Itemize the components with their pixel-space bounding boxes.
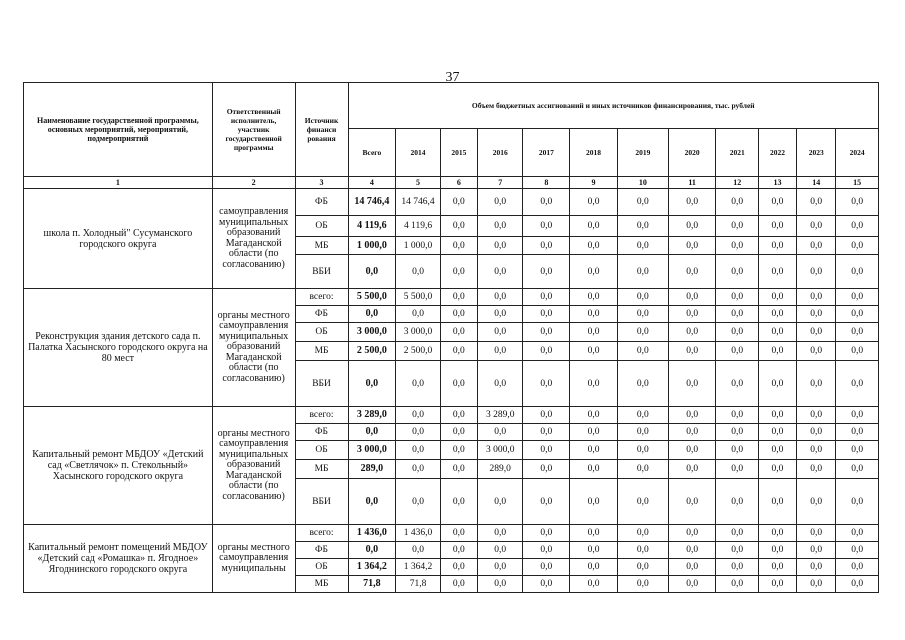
year-value: 0,0 [523,576,570,593]
year-value: 0,0 [758,525,796,542]
year-value: 0,0 [797,255,836,289]
year-value: 0,0 [477,479,523,525]
year-value: 0,0 [716,559,758,576]
year-value: 0,0 [797,216,836,237]
year-value: 0,0 [836,342,879,361]
year-value: 0,0 [440,216,477,237]
year-value: 0,0 [836,407,879,424]
year-value: 0,0 [758,237,796,255]
year-value: 0,0 [836,323,879,342]
funding-source: МБ [295,576,348,593]
year-value: 0,0 [836,559,879,576]
year-value: 0,0 [668,237,716,255]
year-value: 0,0 [617,306,668,323]
year-value: 0,0 [716,323,758,342]
column-number: 9 [570,177,618,189]
year-value: 0,0 [797,424,836,441]
header-year: 2019 [617,129,668,177]
year-value: 3 000,0 [396,323,441,342]
year-value: 0,0 [523,525,570,542]
year-value: 4 119,6 [396,216,441,237]
table-row [24,525,879,542]
total-value: 3 289,0 [348,407,396,424]
year-value: 0,0 [396,441,441,460]
year-value: 0,0 [758,323,796,342]
year-value: 0,0 [836,237,879,255]
header-volume: Объем бюджетных ассигнований и иных источников финансирования, тыс. рублей [348,83,878,129]
year-value: 14 746,4 [396,189,441,216]
header-year: 2017 [523,129,570,177]
header-year: 2020 [668,129,716,177]
year-value: 0,0 [570,237,618,255]
year-value: 0,0 [758,255,796,289]
header-year: 2018 [570,129,618,177]
year-value: 0,0 [716,424,758,441]
total-value: 3 000,0 [348,441,396,460]
year-value: 71,8 [396,576,441,593]
year-value: 0,0 [716,342,758,361]
year-value: 0,0 [570,407,618,424]
year-value: 3 000,0 [477,441,523,460]
column-number: 10 [617,177,668,189]
year-value: 0,0 [440,323,477,342]
year-value: 0,0 [396,361,441,407]
funding-source: всего: [295,407,348,424]
year-value: 0,0 [396,407,441,424]
total-value: 1 000,0 [348,237,396,255]
column-number: 3 [295,177,348,189]
funding-source: всего: [295,289,348,306]
year-value: 0,0 [570,460,618,479]
year-value: 0,0 [396,542,441,559]
year-value: 0,0 [758,479,796,525]
total-value: 1 364,2 [348,559,396,576]
year-value: 0,0 [477,542,523,559]
year-value: 0,0 [617,576,668,593]
year-value: 0,0 [440,342,477,361]
year-value: 0,0 [668,576,716,593]
year-value: 0,0 [523,255,570,289]
funding-source: ВБИ [295,479,348,525]
year-value: 0,0 [440,460,477,479]
year-value: 0,0 [797,407,836,424]
responsible-executor: органы местного самоуправления муниципальных образований Магаданской области (по согласованию) [212,289,295,407]
table-row [24,407,879,424]
year-value: 0,0 [797,289,836,306]
year-value: 0,0 [396,460,441,479]
year-value: 0,0 [668,189,716,216]
year-value: 0,0 [836,460,879,479]
year-value: 0,0 [758,441,796,460]
year-value: 0,0 [758,306,796,323]
year-value: 0,0 [523,542,570,559]
year-value: 0,0 [570,189,618,216]
year-value: 1 000,0 [396,237,441,255]
year-value: 0,0 [716,237,758,255]
table-body [24,83,879,593]
total-value: 0,0 [348,306,396,323]
year-value: 289,0 [477,460,523,479]
year-value: 0,0 [758,289,796,306]
header-name: Наименование государственной программы, основных мероприятий, мероприятий, подмероприятий [24,83,213,177]
year-value: 0,0 [477,576,523,593]
year-value: 0,0 [836,479,879,525]
year-value: 0,0 [617,255,668,289]
total-value: 289,0 [348,460,396,479]
year-value: 0,0 [668,323,716,342]
year-value: 0,0 [570,424,618,441]
year-value: 0,0 [440,424,477,441]
year-value: 5 500,0 [396,289,441,306]
year-value: 0,0 [617,559,668,576]
year-value: 0,0 [836,542,879,559]
year-value: 0,0 [477,525,523,542]
year-value: 0,0 [617,289,668,306]
year-value: 0,0 [797,189,836,216]
year-value: 0,0 [617,441,668,460]
header-year: 2023 [797,129,836,177]
year-value: 0,0 [836,525,879,542]
total-value: 0,0 [348,479,396,525]
year-value: 0,0 [440,576,477,593]
page-number: 37 [445,70,460,85]
year-value: 0,0 [396,306,441,323]
measure-name: школа п. Холодный" Сусуманского городского округа [24,189,213,289]
year-value: 0,0 [523,216,570,237]
total-value: 0,0 [348,361,396,407]
year-value: 0,0 [758,342,796,361]
total-value: 5 500,0 [348,289,396,306]
column-number: 13 [758,177,796,189]
year-value: 0,0 [836,441,879,460]
header-total: Всего [348,129,396,177]
year-value: 0,0 [570,342,618,361]
year-value: 0,0 [758,559,796,576]
header-year: 2014 [396,129,441,177]
responsible-executor: органы местного самоуправления муниципальны [212,525,295,593]
year-value: 0,0 [523,441,570,460]
year-value: 0,0 [668,542,716,559]
year-value: 0,0 [797,342,836,361]
year-value: 0,0 [836,424,879,441]
year-value: 0,0 [836,576,879,593]
year-value: 0,0 [523,361,570,407]
year-value: 0,0 [570,542,618,559]
year-value: 2 500,0 [396,342,441,361]
year-value: 0,0 [440,479,477,525]
year-value: 0,0 [797,460,836,479]
year-value: 0,0 [617,237,668,255]
year-value: 0,0 [836,306,879,323]
column-number: 7 [477,177,523,189]
year-value: 0,0 [477,424,523,441]
year-value: 0,0 [440,441,477,460]
year-value: 0,0 [758,216,796,237]
year-value: 0,0 [668,424,716,441]
year-value: 0,0 [797,306,836,323]
funding-source: ОБ [295,441,348,460]
year-value: 0,0 [716,525,758,542]
year-value: 0,0 [440,407,477,424]
year-value: 0,0 [617,342,668,361]
column-number: 5 [396,177,441,189]
measure-name: Реконструкция здания детского сада п. Палатка Хасынского городского округа на 80 мест [24,289,213,407]
year-value: 0,0 [836,255,879,289]
year-value: 0,0 [716,542,758,559]
year-value: 0,0 [836,289,879,306]
year-value: 0,0 [396,424,441,441]
year-value: 0,0 [477,237,523,255]
year-value: 0,0 [523,189,570,216]
funding-source: ФБ [295,542,348,559]
funding-source: ФБ [295,424,348,441]
year-value: 0,0 [797,525,836,542]
year-value: 0,0 [836,361,879,407]
year-value: 0,0 [716,479,758,525]
year-value: 0,0 [716,306,758,323]
year-value: 0,0 [440,255,477,289]
total-value: 4 119,6 [348,216,396,237]
year-value: 0,0 [477,342,523,361]
funding-source: ОБ [295,559,348,576]
year-value: 0,0 [570,479,618,525]
year-value: 0,0 [523,559,570,576]
column-number: 14 [797,177,836,189]
header-year: 2024 [836,129,879,177]
year-value: 0,0 [797,542,836,559]
year-value: 0,0 [477,361,523,407]
funding-source: ФБ [295,306,348,323]
measure-name: Капитальный ремонт МБДОУ «Детский сад «Светлячок» п. Стекольный» Хасынского городского округа [24,407,213,525]
year-value: 0,0 [716,189,758,216]
year-value: 0,0 [477,255,523,289]
year-value: 0,0 [440,289,477,306]
year-value: 0,0 [570,441,618,460]
column-number: 12 [716,177,758,189]
year-value: 0,0 [716,289,758,306]
year-value: 0,0 [570,323,618,342]
total-value: 2 500,0 [348,342,396,361]
funding-source: МБ [295,342,348,361]
year-value: 0,0 [758,361,796,407]
year-value: 0,0 [617,323,668,342]
year-value: 0,0 [523,323,570,342]
column-number: 11 [668,177,716,189]
year-value: 0,0 [440,237,477,255]
year-value: 0,0 [477,216,523,237]
year-value: 0,0 [617,407,668,424]
year-value: 0,0 [440,361,477,407]
column-number: 2 [212,177,295,189]
year-value: 0,0 [523,407,570,424]
year-value: 0,0 [797,361,836,407]
year-value: 0,0 [716,460,758,479]
year-value: 0,0 [797,479,836,525]
year-value: 0,0 [758,424,796,441]
year-value: 0,0 [440,189,477,216]
column-number-row [24,177,879,189]
year-value: 0,0 [668,525,716,542]
year-value: 0,0 [440,542,477,559]
year-value: 0,0 [570,576,618,593]
year-value: 0,0 [523,306,570,323]
year-value: 0,0 [570,255,618,289]
total-value: 0,0 [348,542,396,559]
year-value: 0,0 [716,216,758,237]
year-value: 1 364,2 [396,559,441,576]
year-value: 0,0 [440,525,477,542]
year-value: 0,0 [477,289,523,306]
year-value: 0,0 [570,306,618,323]
funding-source: всего: [295,525,348,542]
year-value: 0,0 [758,407,796,424]
column-number: 8 [523,177,570,189]
total-value: 0,0 [348,424,396,441]
year-value: 0,0 [570,289,618,306]
year-value: 0,0 [716,361,758,407]
year-value: 0,0 [477,189,523,216]
year-value: 0,0 [758,460,796,479]
year-value: 0,0 [668,460,716,479]
year-value: 1 436,0 [396,525,441,542]
year-value: 0,0 [477,306,523,323]
year-value: 0,0 [797,323,836,342]
year-value: 0,0 [668,255,716,289]
total-value: 3 000,0 [348,323,396,342]
year-value: 0,0 [440,306,477,323]
total-value: 14 746,4 [348,189,396,216]
header-responsible: Ответственный исполнитель, участник государственной программы [212,83,295,177]
year-value: 0,0 [758,576,796,593]
column-number: 4 [348,177,396,189]
year-value: 0,0 [440,559,477,576]
year-value: 0,0 [668,289,716,306]
year-value: 0,0 [570,216,618,237]
year-value: 0,0 [523,237,570,255]
table-row [24,189,879,216]
table-row [24,289,879,306]
year-value: 0,0 [477,559,523,576]
year-value: 0,0 [617,542,668,559]
year-value: 0,0 [797,441,836,460]
year-value: 0,0 [523,342,570,361]
funding-source: МБ [295,237,348,255]
year-value: 0,0 [668,407,716,424]
year-value: 0,0 [668,441,716,460]
year-value: 0,0 [617,479,668,525]
funding-source: ОБ [295,216,348,237]
funding-source: ФБ [295,189,348,216]
year-value: 0,0 [617,361,668,407]
year-value: 0,0 [716,576,758,593]
year-value: 0,0 [617,424,668,441]
year-value: 0,0 [570,525,618,542]
year-value: 0,0 [668,216,716,237]
year-value: 0,0 [668,361,716,407]
year-value: 0,0 [716,407,758,424]
year-value: 0,0 [668,479,716,525]
year-value: 0,0 [668,306,716,323]
header-year: 2015 [440,129,477,177]
total-value: 1 436,0 [348,525,396,542]
year-value: 0,0 [396,479,441,525]
year-value: 0,0 [523,460,570,479]
year-value: 0,0 [758,189,796,216]
year-value: 0,0 [797,237,836,255]
year-value: 0,0 [523,424,570,441]
header-year: 2016 [477,129,523,177]
year-value: 0,0 [836,189,879,216]
column-number: 15 [836,177,879,189]
year-value: 0,0 [523,479,570,525]
year-value: 0,0 [617,460,668,479]
funding-source: ОБ [295,323,348,342]
year-value: 0,0 [716,255,758,289]
year-value: 0,0 [617,216,668,237]
header-source: Источник финанси рования [295,83,348,177]
responsible-executor: самоуправления муниципальных образований Магаданской области (по согласованию) [212,189,295,289]
year-value: 0,0 [668,559,716,576]
column-number: 6 [440,177,477,189]
funding-source: ВБИ [295,361,348,407]
column-number: 1 [24,177,213,189]
year-value: 0,0 [716,441,758,460]
year-value: 0,0 [836,216,879,237]
funding-source: МБ [295,460,348,479]
year-value: 0,0 [797,559,836,576]
year-value: 0,0 [477,323,523,342]
year-value: 0,0 [797,576,836,593]
year-value: 0,0 [396,255,441,289]
year-value: 0,0 [758,542,796,559]
header-year: 2022 [758,129,796,177]
total-value: 71,8 [348,576,396,593]
financing-table [23,82,879,593]
measure-name: Капитальный ремонт помещений МБДОУ «Детский сад «Ромашка» п. Ягодное» Ягоднинского городского округа [24,525,213,593]
responsible-executor: органы местного самоуправления муниципальных образований Магаданской области (по согласованию) [212,407,295,525]
year-value: 3 289,0 [477,407,523,424]
year-value: 0,0 [523,289,570,306]
total-value: 0,0 [348,255,396,289]
year-value: 0,0 [617,189,668,216]
header-year: 2021 [716,129,758,177]
year-value: 0,0 [668,342,716,361]
year-value: 0,0 [617,525,668,542]
year-value: 0,0 [570,361,618,407]
year-value: 0,0 [570,559,618,576]
funding-source: ВБИ [295,255,348,289]
